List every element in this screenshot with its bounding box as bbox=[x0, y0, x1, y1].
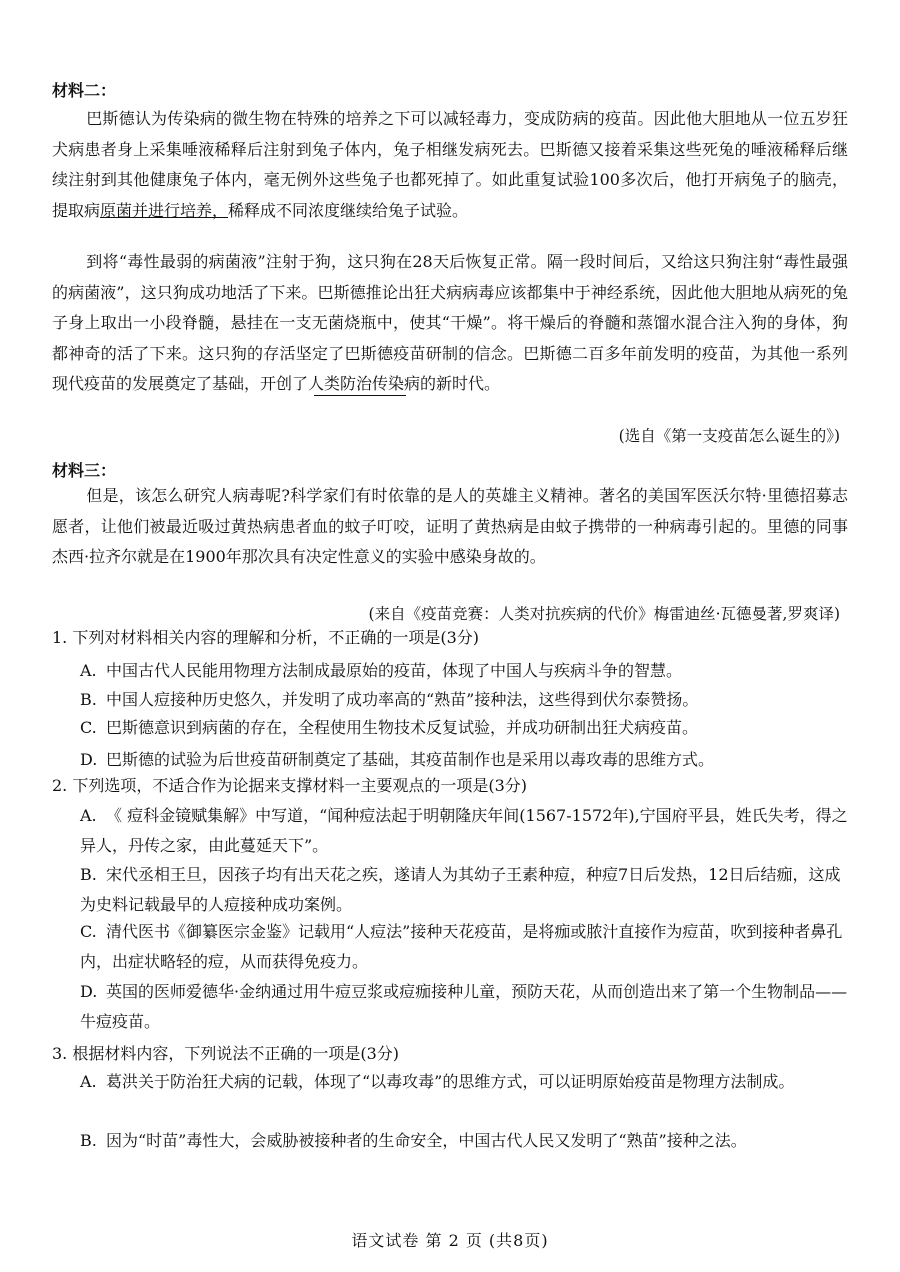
material3-source: (来自《疫苗竞赛：人类对抗疾病的代价》梅雷迪丝·瓦德曼著,罗爽译) bbox=[368, 605, 840, 623]
option-text: 巴斯德意识到病菌的存在，全程使用生物技术反复试验，并成功研制出狂犬病疫苗。 bbox=[106, 718, 699, 737]
option-text: 中国人痘接种历史悠久，并发明了成功率高的“熟苗”接种法，这些得到伏尔泰赞扬。 bbox=[106, 690, 699, 709]
question-2-option-a bbox=[80, 801, 848, 861]
question-2-option-d bbox=[80, 977, 848, 1037]
question-2-option-b bbox=[80, 860, 848, 920]
material2-source: (选自《第一支疫苗怎么诞生的》) bbox=[618, 427, 840, 445]
material2-p2-text: 到将“毒性最弱的病菌液”注射于狗，这只狗在28天后恢复正常。隔一段时间后，又给这只狗注射“毒性最强的病菌液”，这只狗成功地活了下来。巴斯德推论出狂犬病病毒应该都集中于神经系统，因此他大胆地从病死的兔子身上取出一小段脊髓，悬挂在一支无菌烧瓶中，使其“干燥”。将干燥后的脊髓和蒸馏水混合注入狗的身体，狗都神奇的活了下来。这只狗的存活坚定了巴斯德疫苗研制的信念。巴斯德二百多年前发明的疫苗，为其他一系列现代疫苗的发展奠定了基础，开创了人类防治传染病的新时代。 bbox=[52, 252, 848, 393]
option-text: 因为“时苗”毒性大，会威胁被接种者的生命安全，中国古代人民又发明了“熟苗”接种之法。 bbox=[106, 1131, 747, 1150]
option-text: 葛洪关于防治狂犬病的记载，体现了“以毒攻毒”的思维方式，可以证明原始疫苗是物理方法制成。 bbox=[106, 1072, 795, 1091]
option-letter: D. bbox=[80, 982, 98, 1001]
option-letter: C. bbox=[80, 922, 97, 941]
option-text: 清代医书《御纂医宗金鉴》记载用“人痘法”接种天花疫苗，是将痂或脓汁直接作为痘苗，吹到接种者鼻孔内，出症状略轻的痘，从而获得免疫力。 bbox=[80, 922, 843, 971]
question-1-option-a bbox=[80, 656, 848, 686]
underline-mark bbox=[314, 395, 406, 396]
option-text: 中国古代人民能用物理方法制成最原始的疫苗，体现了中国人与疾病斗争的智慧。 bbox=[106, 661, 683, 680]
material2-p1-underlined: 原菌并进行培养， bbox=[100, 200, 229, 220]
option-text: 《 痘科金镜赋集解》中写道，“闻种痘法起于明朝隆庆年间(1567-1572年),宁国府平县，姓氏失考，得之异人，丹传之家，由此蔓延天下”。 bbox=[80, 806, 848, 855]
option-letter: A. bbox=[80, 1072, 97, 1091]
question-1-option-b bbox=[80, 685, 848, 715]
question-3-option-a bbox=[80, 1067, 848, 1097]
material3-paragraph-1 bbox=[52, 481, 848, 573]
material3-p1-text: 但是，该怎么研究人病毒呢?科学家们有时依靠的是人的英雄主义精神。著名的美国军医沃尔特·里德招募志愿者，让他们被最近吸过黄热病患者血的蚊子叮咬，证明了黄热病是由蚊子携带的一种病毒引起的。里德的同事杰西·拉齐尔就是在1900年那次具有决定性意义的实验中感染身故的。 bbox=[52, 486, 848, 566]
option-letter: C. bbox=[80, 718, 97, 737]
material3-heading: 材料三： bbox=[52, 461, 117, 480]
question-3-option-b bbox=[80, 1126, 848, 1156]
option-letter: B. bbox=[80, 1131, 97, 1150]
material2-paragraph-2 bbox=[52, 247, 848, 400]
option-text: 宋代丞相王旦，因孩子均有出天花之疾，遂请人为其幼子王素种痘，种痘7日后发热，12日后结痂，这成为史料记载最早的人痘接种成功案例。 bbox=[80, 865, 841, 914]
option-letter: D. bbox=[80, 750, 98, 769]
option-text: 英国的医师爱德华·金纳通过用牛痘豆浆或痘痂接种儿童，预防天花，从而创造出来了第一个生物制品——牛痘疫苗。 bbox=[80, 982, 848, 1031]
option-letter: B. bbox=[80, 865, 97, 884]
option-text: 巴斯德的试验为后世疫苗研制奠定了基础，其疫苗制作也是采用以毒攻毒的思维方式。 bbox=[106, 750, 715, 769]
material2-p1-text-a: 巴斯德认为传染病的微生物在特殊的培养之下可以减轻毒力，变成防病的疫苗。因此他大胆地从一位五岁狂犬病患者身上采集唾液稀释后注射到兔子体内，兔子相继发病死去。巴斯德又接着采集这些死兔的唾液稀释后继续注射到其他健康兔子体内，毫无例外这些兔子也都死掉了。如此重复试验100多次后，他打开病兔子的脑壳，提取病 bbox=[52, 109, 848, 220]
option-letter: B. bbox=[80, 690, 97, 709]
option-letter: A. bbox=[80, 806, 97, 825]
question-3-stem: 3. 根据材料内容，下列说法不正确的一项是(3分) bbox=[52, 1044, 400, 1063]
question-2-option-c bbox=[80, 917, 848, 977]
question-1-option-c bbox=[80, 713, 848, 743]
material2-heading: 材料二： bbox=[52, 81, 117, 100]
material2-p1-text-b: 稀释成不同浓度继续给兔子试验。 bbox=[228, 200, 469, 220]
question-2-stem: 2. 下列选项，不适合作为论据来支撑材料一主要观点的一项是(3分) bbox=[52, 776, 528, 795]
option-letter: A. bbox=[80, 661, 97, 680]
page-footer: 语文试卷 第 2 页 (共8页) bbox=[351, 1231, 549, 1250]
question-1-stem: 1. 下列对材料相关内容的理解和分析，不正确的一项是(3分) bbox=[52, 628, 480, 647]
material2-paragraph-1 bbox=[52, 104, 848, 226]
